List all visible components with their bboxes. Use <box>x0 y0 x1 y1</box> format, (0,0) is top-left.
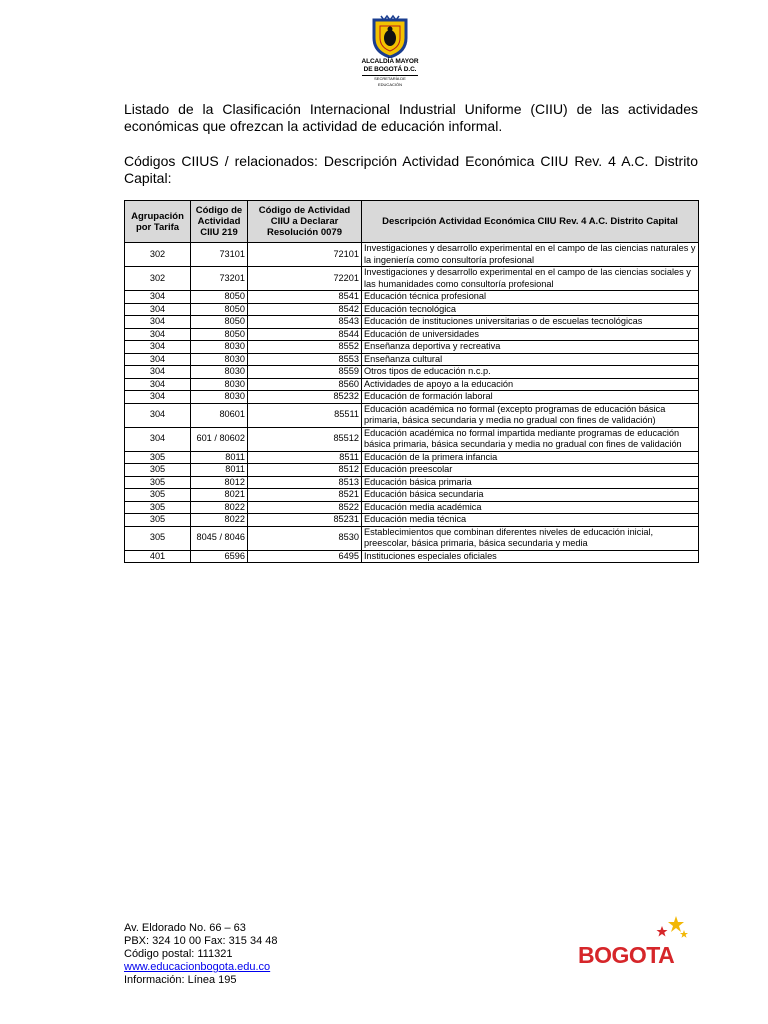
header-codigo-219: Código de Actividad CIIU 219 <box>191 201 248 243</box>
cell-codigo-declarar: 6495 <box>248 550 362 563</box>
cell-codigo-219: 8050 <box>191 328 248 341</box>
cell-codigo-declarar: 85511 <box>248 403 362 427</box>
cell-codigo-219: 73101 <box>191 243 248 267</box>
cell-codigo-219: 8021 <box>191 489 248 502</box>
table-row <box>125 243 699 267</box>
table-row <box>125 316 699 329</box>
cell-agrupacion: 304 <box>125 378 191 391</box>
table-row <box>125 464 699 477</box>
cell-codigo-219: 8050 <box>191 316 248 329</box>
cell-codigo-declarar: 72201 <box>248 267 362 291</box>
cell-codigo-declarar: 8511 <box>248 451 362 464</box>
cell-agrupacion: 304 <box>125 328 191 341</box>
cell-codigo-declarar: 8530 <box>248 526 362 550</box>
cell-agrupacion: 304 <box>125 303 191 316</box>
cell-agrupacion: 401 <box>125 550 191 563</box>
cell-codigo-declarar: 85232 <box>248 391 362 404</box>
header-codigo-declarar: Código de Actividad CIIU a Declarar Resolución 0079 <box>248 201 362 243</box>
cell-codigo-declarar: 72101 <box>248 243 362 267</box>
cell-codigo-219: 8045 / 8046 <box>191 526 248 550</box>
cell-codigo-declarar: 8541 <box>248 291 362 304</box>
cell-agrupacion: 302 <box>125 267 191 291</box>
cell-descripcion: Instituciones especiales oficiales <box>362 550 699 563</box>
cell-descripcion: Educación de formación laboral <box>362 391 699 404</box>
cell-codigo-219: 8022 <box>191 514 248 527</box>
cell-codigo-declarar: 8513 <box>248 476 362 489</box>
cell-descripcion: Educación de la primera infancia <box>362 451 699 464</box>
cell-descripcion: Otros tipos de educación n.c.p. <box>362 366 699 379</box>
table-row <box>125 291 699 304</box>
footer-website-link[interactable]: www.educacionbogota.edu.co <box>124 961 271 973</box>
cell-descripcion: Educación de instituciones universitarias o de escuelas tecnológicas <box>362 316 699 329</box>
cell-descripcion: Educación media académica <box>362 501 699 514</box>
cell-codigo-declarar: 8542 <box>248 303 362 316</box>
table-body <box>125 243 699 563</box>
cell-agrupacion: 302 <box>125 243 191 267</box>
bogota-logo <box>576 912 692 974</box>
header-agrupacion: Agrupación por Tarifa <box>125 201 191 243</box>
coat-of-arms-icon <box>372 14 408 58</box>
footer-contact <box>124 922 278 987</box>
table-row <box>125 267 699 291</box>
cell-descripcion: Educación básica secundaria <box>362 489 699 502</box>
table-row <box>125 303 699 316</box>
cell-codigo-219: 8011 <box>191 451 248 464</box>
table-row <box>125 378 699 391</box>
cell-codigo-219: 8022 <box>191 501 248 514</box>
cell-codigo-declarar: 85231 <box>248 514 362 527</box>
cell-agrupacion: 305 <box>125 514 191 527</box>
table-row <box>125 328 699 341</box>
ciiu-table <box>124 200 699 563</box>
cell-agrupacion: 304 <box>125 366 191 379</box>
table-row <box>125 514 699 527</box>
cell-descripcion: Educación básica primaria <box>362 476 699 489</box>
footer-phones: PBX: 324 10 00 Fax: 315 34 48 <box>124 935 278 947</box>
table-row <box>125 341 699 354</box>
cell-codigo-declarar: 8512 <box>248 464 362 477</box>
cell-descripcion: Enseñanza deportiva y recreativa <box>362 341 699 354</box>
cell-descripcion: Educación académica no formal (excepto programas de educación básica primaria, básica secundaria y media no gradual con fines de validación) <box>362 403 699 427</box>
cell-codigo-declarar: 8559 <box>248 366 362 379</box>
alcaldia-logo <box>350 14 430 88</box>
cell-codigo-219: 8030 <box>191 341 248 354</box>
cell-agrupacion: 304 <box>125 316 191 329</box>
table-row <box>125 550 699 563</box>
table-row <box>125 427 699 451</box>
cell-codigo-219: 601 / 80602 <box>191 427 248 451</box>
cell-agrupacion: 304 <box>125 391 191 404</box>
cell-codigo-declarar: 8544 <box>248 328 362 341</box>
cell-descripcion: Educación media técnica <box>362 514 699 527</box>
cell-agrupacion: 304 <box>125 291 191 304</box>
cell-codigo-declarar: 8522 <box>248 501 362 514</box>
cell-codigo-declarar: 8521 <box>248 489 362 502</box>
table-row <box>125 403 699 427</box>
cell-codigo-declarar: 8553 <box>248 353 362 366</box>
cell-descripcion: Enseñanza cultural <box>362 353 699 366</box>
cell-codigo-219: 8050 <box>191 303 248 316</box>
logo-line-1: ALCALDÍA MAYOR <box>361 58 419 65</box>
cell-agrupacion: 305 <box>125 501 191 514</box>
table-header-row <box>125 201 699 243</box>
cell-codigo-219: 80601 <box>191 403 248 427</box>
cell-codigo-declarar: 8543 <box>248 316 362 329</box>
cell-codigo-declarar: 8552 <box>248 341 362 354</box>
cell-descripcion: Educación de universidades <box>362 328 699 341</box>
cell-agrupacion: 304 <box>125 341 191 354</box>
cell-agrupacion: 305 <box>125 526 191 550</box>
cell-agrupacion: 305 <box>125 489 191 502</box>
header-descripcion: Descripción Actividad Económica CIIU Rev. 4 A.C. Distrito Capital <box>362 201 699 243</box>
stars-icon <box>576 912 692 946</box>
bogota-wordmark: BOGOTA <box>578 942 675 968</box>
logo-line-3: SECRETARÍA DE EDUCACIÓN <box>362 75 418 88</box>
cell-codigo-219: 8030 <box>191 353 248 366</box>
footer-postal: Código postal: 111321 <box>124 948 233 960</box>
cell-codigo-219: 8030 <box>191 378 248 391</box>
cell-agrupacion: 304 <box>125 427 191 451</box>
table-row <box>125 476 699 489</box>
cell-codigo-219: 73201 <box>191 267 248 291</box>
cell-agrupacion: 304 <box>125 403 191 427</box>
table-row <box>125 353 699 366</box>
logo-line-2: DE BOGOTÁ D.C. <box>363 66 417 73</box>
table-row <box>125 526 699 550</box>
cell-codigo-219: 8030 <box>191 391 248 404</box>
cell-descripcion: Educación académica no formal impartida mediante programas de educación básica primaria, básica secundaria y media no gradual con fines de validación <box>362 427 699 451</box>
cell-descripcion: Educación preescolar <box>362 464 699 477</box>
cell-codigo-219: 8012 <box>191 476 248 489</box>
cell-codigo-declarar: 8560 <box>248 378 362 391</box>
cell-descripcion: Educación técnica profesional <box>362 291 699 304</box>
cell-codigo-219: 6596 <box>191 550 248 563</box>
table-row <box>125 366 699 379</box>
cell-agrupacion: 305 <box>125 476 191 489</box>
cell-descripcion: Educación tecnológica <box>362 303 699 316</box>
cell-codigo-219: 8011 <box>191 464 248 477</box>
intro-paragraph-1: Listado de la Clasificación Internacional Industrial Uniforme (CIIU) de las actividades económicas que ofrezcan la actividad de educación informal. <box>124 101 698 134</box>
table-row <box>125 489 699 502</box>
cell-descripcion: Investigaciones y desarrollo experimental en el campo de las ciencias naturales y la ingeniería como consultoría profesional <box>362 243 699 267</box>
cell-agrupacion: 305 <box>125 464 191 477</box>
cell-descripcion: Establecimientos que combinan diferentes niveles de educación inicial, preescolar, básica primaria, básica secundaria y media <box>362 526 699 550</box>
cell-descripcion: Investigaciones y desarrollo experimental en el campo de las ciencias sociales y las humanidades como consultoría profesional <box>362 267 699 291</box>
footer-info: Información: Línea 195 <box>124 974 237 986</box>
table-row <box>125 451 699 464</box>
cell-codigo-declarar: 85512 <box>248 427 362 451</box>
intro-paragraph-2: Códigos CIIUS / relacionados: Descripción Actividad Económica CIIU Rev. 4 A.C. Distrito Capital: <box>124 153 698 186</box>
footer-address: Av. Eldorado No. 66 – 63 <box>124 922 246 934</box>
cell-codigo-219: 8030 <box>191 366 248 379</box>
cell-agrupacion: 304 <box>125 353 191 366</box>
cell-codigo-219: 8050 <box>191 291 248 304</box>
cell-agrupacion: 305 <box>125 451 191 464</box>
cell-descripcion: Actividades de apoyo a la educación <box>362 378 699 391</box>
table-row <box>125 391 699 404</box>
table-row <box>125 501 699 514</box>
